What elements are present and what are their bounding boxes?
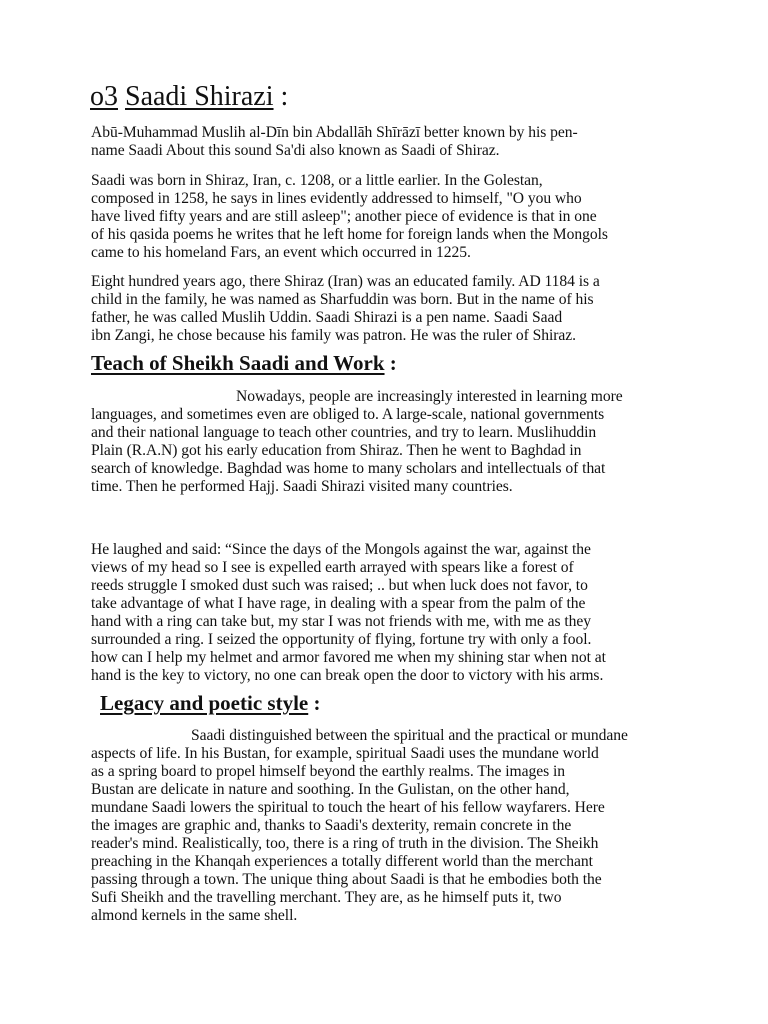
section-heading-saadi-shirazi [90, 80, 288, 114]
text-line: almond kernels in the same shell. [91, 907, 298, 924]
text-line: time. Then he performed Hajj. Saadi Shirazi visited many countries. [91, 478, 513, 495]
text-line: have lived fifty years and are still asleep"; another piece of evidence is that in one [91, 208, 597, 225]
text-line: Bustan are delicate in nature and soothing. In the Gulistan, on the other hand, [91, 781, 570, 798]
text-line: mundane Saadi lowers the spiritual to touch the heart of his fellow wayfarers. Here [91, 799, 605, 816]
paragraph-intro [91, 124, 691, 160]
text-line: Plain (R.A.N) got his early education from Shiraz. Then he went to Baghdad in [91, 442, 582, 459]
paragraph-quote [91, 541, 691, 685]
text-line: came to his homeland Fars, an event which occurred in 1225. [91, 244, 471, 261]
text-line: how can I help my helmet and armor favored me when my shining star when not at [91, 649, 606, 666]
text-line: aspects of life. In his Bustan, for example, spiritual Saadi uses the mundane world [91, 745, 599, 762]
heading-number: o3 [90, 81, 118, 112]
text-line: reader's mind. Realistically, too, there is a ring of truth in the division. The Sheikh [91, 835, 599, 852]
section-heading-teach-and-work [91, 350, 397, 376]
text-line: Abū-Muhammad Muslih al-Dīn bin Abdallāh Shīrāzī better known by his pen- [91, 124, 578, 141]
text-line: ibn Zangi, he chose because his family was patron. He was the ruler of Shiraz. [91, 327, 576, 344]
text-line: passing through a town. The unique thing about Saadi is that he embodies both the [91, 871, 602, 888]
text-line: hand with a ring can take but, my star I was not friends with me, with me as they [91, 613, 592, 630]
text-line: composed in 1258, he says in lines evidently addressed to himself, "O you who [91, 190, 582, 207]
text-line: as a spring board to propel himself beyond the earthly realms. The images in [91, 763, 565, 780]
heading-title: Saadi Shirazi [125, 81, 274, 112]
text-line: take advantage of what I have rage, in dealing with a spear from the palm of the [91, 595, 586, 612]
text-line: search of knowledge. Baghdad was home to many scholars and intellectuals of that [91, 460, 606, 477]
text-line-content: Nowadays, people are increasingly interested in learning more [236, 388, 623, 405]
text-line: languages, and sometimes even are obliged to. A large-scale, national governments [91, 406, 605, 423]
text-line: He laughed and said: “Since the days of the Mongols against the war, against the [91, 541, 591, 558]
text-line: surrounded a ring. I seized the opportunity of flying, fortune try with only a fool. [91, 631, 592, 648]
text-line: child in the family, he was named as Sharfuddin was born. But in the name of his [91, 291, 594, 308]
text-line: of his qasida poems he writes that he left home for foreign lands when the Mongols [91, 226, 608, 243]
text-line: preaching in the Khanqah experiences a totally different world than the merchant [91, 853, 593, 870]
paragraph-education [91, 388, 691, 496]
text-line: name Saadi About this sound Sa'di also known as Saadi of Shiraz. [91, 142, 500, 159]
text-line: Saadi was born in Shiraz, Iran, c. 1208, or a little earlier. In the Golestan, [91, 172, 543, 189]
text-line: the images are graphic and, thanks to Saadi's dexterity, remain concrete in the [91, 817, 572, 834]
paragraph-family [91, 273, 691, 345]
heading-colon: : [384, 351, 397, 375]
text-line-content: Saadi distinguished between the spiritual and the practical or mundane [191, 727, 628, 744]
paragraph-legacy [91, 727, 691, 925]
text-line [91, 388, 691, 406]
text-line [91, 727, 691, 745]
text-line: hand is the key to victory, no one can break open the door to victory with his arms. [91, 667, 604, 684]
section-heading-legacy [100, 690, 320, 716]
text-line: father, he was called Muslih Uddin. Saadi Shirazi is a pen name. Saadi Saad [91, 309, 563, 326]
heading-title: Legacy and poetic style [100, 691, 309, 715]
heading-colon: : [273, 81, 289, 112]
paragraph-birth [91, 172, 691, 262]
heading-title: Teach of Sheikh Saadi and Work [91, 351, 385, 375]
text-line: Sufi Sheikh and the travelling merchant. They are, as he himself puts it, two [91, 889, 562, 906]
text-line: reeds struggle I smoked dust such was raised; .. but when luck does not favor, to [91, 577, 588, 594]
heading-colon: : [308, 691, 321, 715]
text-line: Eight hundred years ago, there Shiraz (Iran) was an educated family. AD 1184 is a [91, 273, 600, 290]
text-line: views of my head so I see is expelled earth arrayed with spears like a forest of [91, 559, 574, 576]
text-line: and their national language to teach other countries, and try to learn. Muslihuddin [91, 424, 597, 441]
